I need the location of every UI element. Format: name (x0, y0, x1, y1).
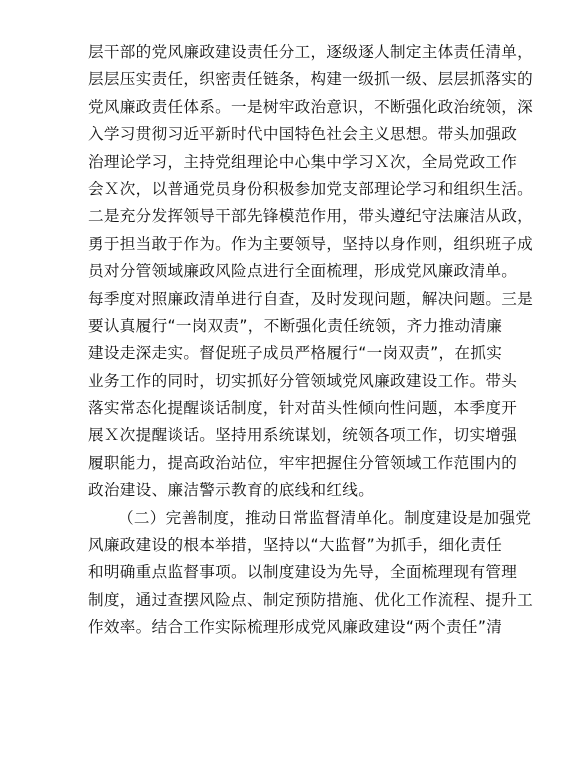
text-line: 制度，通过查摆风险点、制定预防措施、优化工作流程、提升工 (88, 590, 534, 609)
body-text (88, 39, 534, 642)
text-line: 每季度对照廉政清单进行自查，及时发现问题，解决问题。三是 (88, 289, 534, 308)
text-line: 风廉政建设的根本举措，坚持以“大监督”为抓手，细化责任 (88, 536, 503, 555)
section-heading-line: （二）完善制度，推动日常监督清单化。制度建设是加强党 (118, 508, 532, 527)
text-line: 政治建设、廉洁警示教育的底线和红线。 (88, 481, 375, 500)
text-line: 落实常态化提醒谈话制度，针对苗头性倾向性问题，本季度开 (88, 399, 518, 418)
text-line: 展Ｘ次提醒谈话。坚持用系统谋划，统领各项工作，切实增强 (88, 426, 518, 445)
text-line: 作效率。结合工作实际梳理形成党风廉政建设“两个责任”清 (88, 618, 503, 637)
text-line: 治理论学习，主持党组理论中心集中学习Ｘ次，全局党政工作 (88, 152, 518, 171)
text-line: 业务工作的同时，切实抓好分管领域党风廉政建设工作。带头 (88, 371, 518, 390)
text-line: 建设走深走实。督促班子成员严格履行“一岗双责”，在抓实 (88, 344, 503, 363)
text-line: 层干部的党风廉政建设责任分工，逐级逐人制定主体责任清单， (88, 43, 534, 61)
text-line: 入学习贯彻习近平新时代中国特色社会主义思想。带头加强政 (88, 125, 518, 144)
text-line: 要认真履行“一岗双责”，不断强化责任统领，齐力推动清廉 (88, 316, 503, 335)
text-line: 履职能力，提高政治站位，牢牢把握住分管领域工作范围内的 (88, 453, 518, 472)
text-line: 二是充分发挥领导干部先锋模范作用，带头遵纪守法廉洁从政， (88, 207, 534, 226)
text-line: 员对分管领域廉政风险点进行全面梳理，形成党风廉政清单。 (88, 262, 518, 281)
text-line: 勇于担当敢于作为。作为主要领导，坚持以身作则，组织班子成 (88, 234, 534, 253)
text-line: 层层压实责任，织密责任链条，构建一级抓一级、层层抓落实的 (88, 70, 534, 89)
text-line: 会Ｘ次，以普通党员身份积极参加党支部理论学习和组织生活。 (88, 179, 534, 198)
text-line: 和明确重点监督事项。以制度建设为先导，全面梳理现有管理 (88, 563, 518, 582)
text-line: 党风廉政责任体系。一是树牢政治意识，不断强化政治统领，深 (88, 97, 534, 116)
